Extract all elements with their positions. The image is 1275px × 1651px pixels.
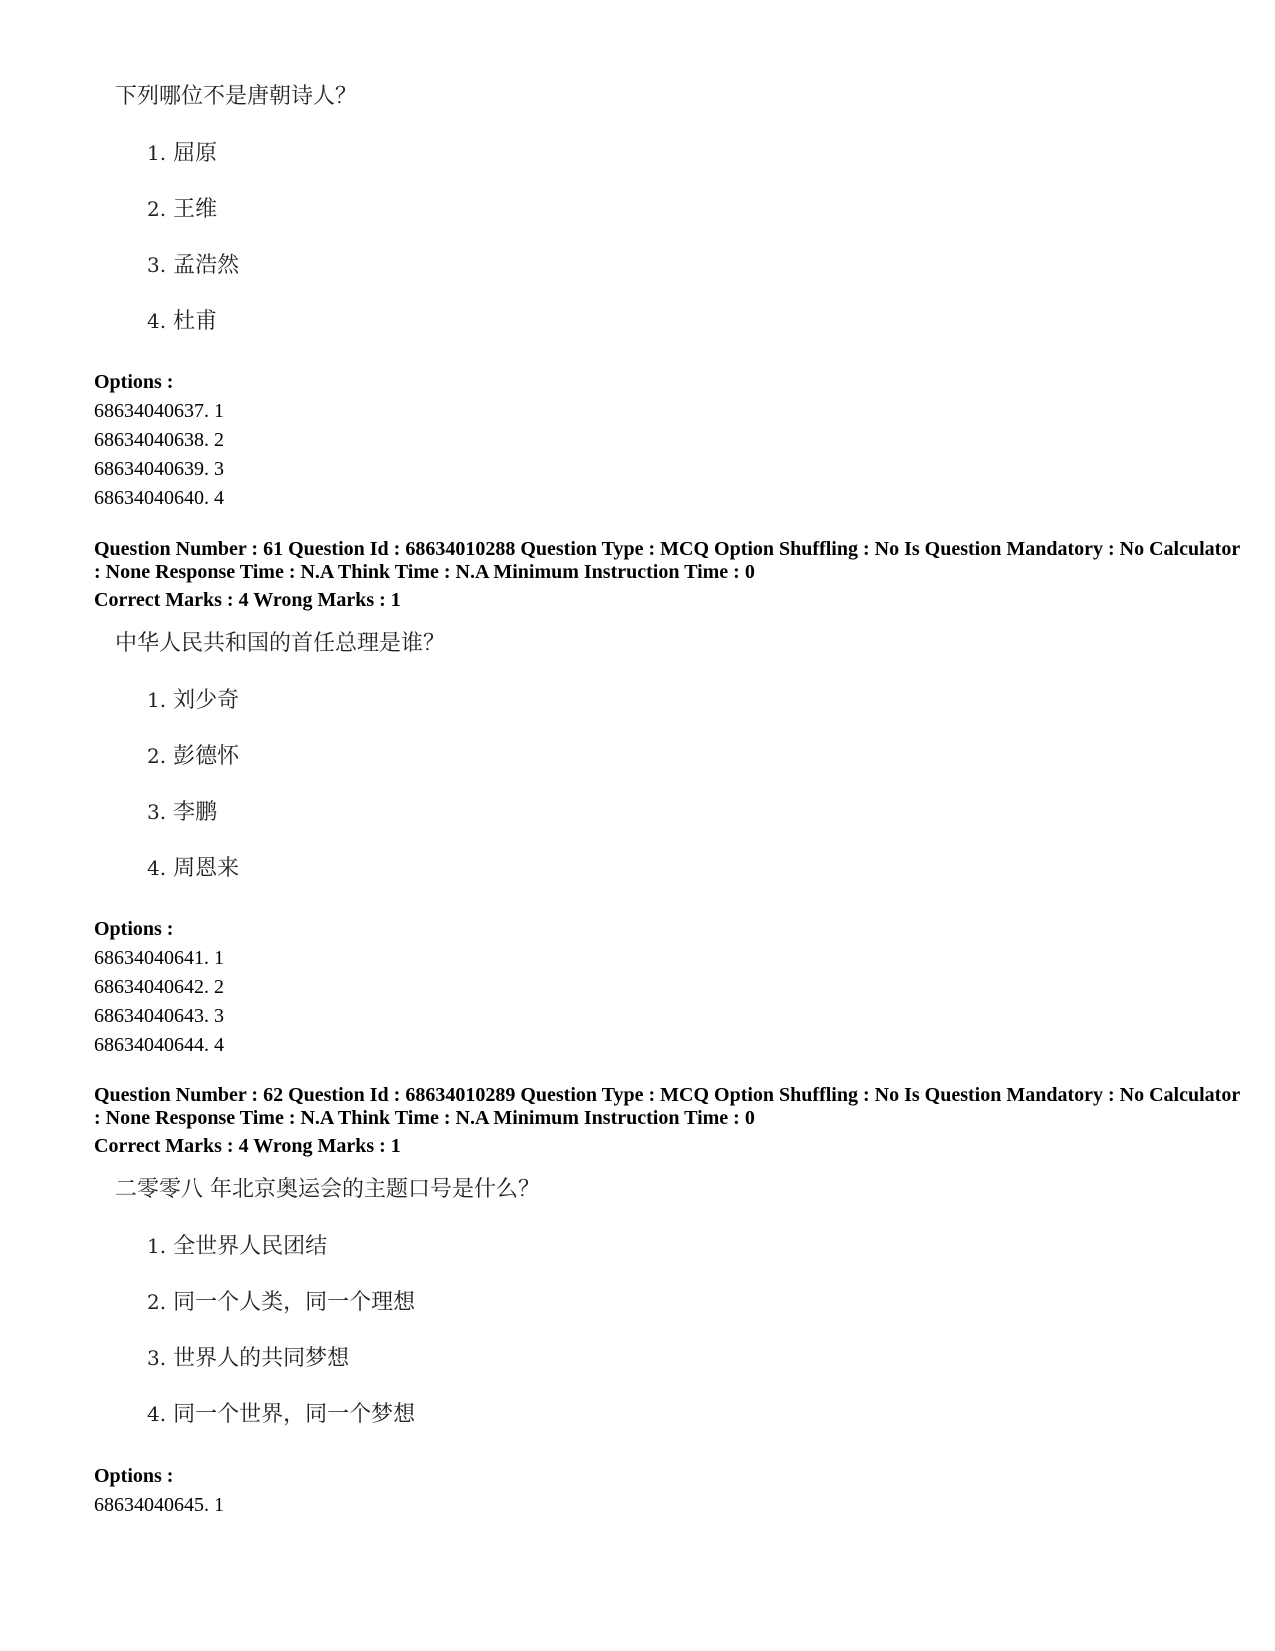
question-text: 二零零八 年北京奥运会的主题口号是什么？ (115, 1177, 540, 1202)
choice-text: 周恩来 (173, 856, 240, 881)
option-id-line: 68634040641. 1 (94, 947, 224, 969)
option-id-line: 68634040644. 4 (94, 1034, 224, 1056)
question-meta: Question Number : 61 Question Id : 68634010288 Question Type : MCQ Option Shuffling : No Is Question Mandatory : No Calculator : None Response Time : N.A Think Time : N.A Minimum Instruction Time : 0 (94, 538, 1240, 583)
choice-number: 1. (147, 1234, 167, 1258)
choice-number: 4. (147, 309, 167, 333)
choice-text: 孟浩然 (173, 253, 240, 278)
option-id-line: 68634040643. 3 (94, 1005, 224, 1027)
choice-text: 同一个人类，同一个理想 (173, 1290, 416, 1315)
choice-item (147, 252, 239, 279)
options-heading: Options : (94, 918, 174, 940)
choice-text: 全世界人民团结 (173, 1234, 328, 1259)
choice-text: 同一个世界，同一个梦想 (173, 1402, 416, 1427)
choice-number: 3. (147, 800, 167, 824)
choice-number: 1. (147, 141, 167, 165)
choice-text: 彭德怀 (173, 744, 240, 769)
question-meta: Question Number : 62 Question Id : 68634010289 Question Type : MCQ Option Shuffling : No Is Question Mandatory : No Calculator : None Response Time : N.A Think Time : N.A Minimum Instruction Time : 0 (94, 1084, 1240, 1129)
choice-text: 刘少奇 (173, 688, 240, 713)
option-id-line: 68634040637. 1 (94, 400, 224, 422)
choice-item (147, 1401, 415, 1428)
choice-number: 4. (147, 856, 167, 880)
option-id-line: 68634040639. 3 (94, 458, 224, 480)
choice-item (147, 687, 239, 714)
choice-text: 李鹏 (173, 800, 218, 825)
choice-number: 2. (147, 744, 167, 768)
choice-item (147, 1345, 349, 1372)
options-heading: Options : (94, 1465, 174, 1487)
choice-text: 屈原 (173, 141, 218, 166)
choice-number: 2. (147, 197, 167, 221)
choice-number: 3. (147, 1346, 167, 1370)
choice-number: 4. (147, 1402, 167, 1426)
choice-text: 世界人的共同梦想 (173, 1346, 350, 1371)
option-id-line: 68634040642. 2 (94, 976, 224, 998)
choice-number: 3. (147, 253, 167, 277)
choice-item (147, 196, 217, 223)
choice-text: 杜甫 (173, 309, 218, 334)
choice-text: 王维 (173, 197, 218, 222)
choice-number: 2. (147, 1290, 167, 1314)
choice-item (147, 855, 239, 882)
question-text: 下列哪位不是唐朝诗人？ (115, 84, 358, 109)
choice-item (147, 140, 217, 167)
choice-item (147, 308, 217, 335)
choice-item (147, 1289, 415, 1316)
choice-number: 1. (147, 688, 167, 712)
question-text: 中华人民共和国的首任总理是谁？ (115, 631, 446, 656)
option-id-line: 68634040645. 1 (94, 1494, 224, 1516)
choice-item (147, 799, 217, 826)
options-block (94, 1462, 224, 1520)
question-marks: Correct Marks : 4 Wrong Marks : 1 (94, 1135, 401, 1157)
option-id-line: 68634040640. 4 (94, 487, 224, 509)
option-id-line: 68634040638. 2 (94, 429, 224, 451)
choice-item (147, 743, 239, 770)
question-marks: Correct Marks : 4 Wrong Marks : 1 (94, 589, 401, 611)
choice-item (147, 1233, 327, 1260)
options-block (94, 915, 224, 1060)
options-block (94, 368, 224, 513)
options-heading: Options : (94, 371, 174, 393)
